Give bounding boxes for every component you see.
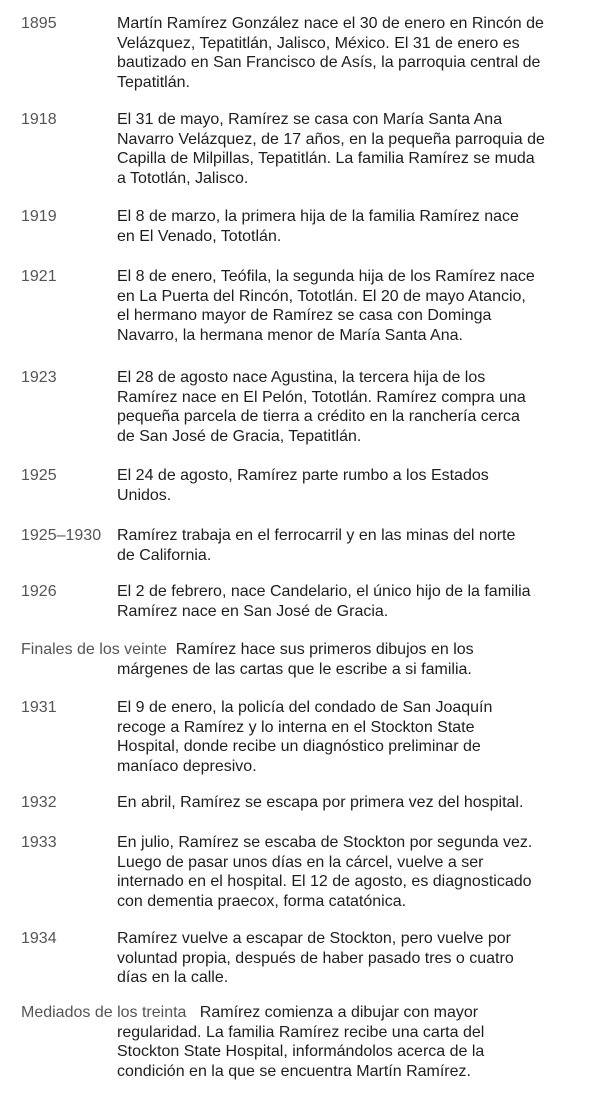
text-line: márgenes de las cartas que le escribe a si familia. xyxy=(117,660,472,678)
entry-year: 1925 xyxy=(21,467,57,484)
text-line: Stockton State Hospital, informándolos acerca de la xyxy=(117,1043,485,1060)
text-line: El 8 de marzo, la primera hija de la familia Ramírez nace xyxy=(117,208,519,225)
text-line: en El Venado, Tototlán. xyxy=(117,227,282,245)
entry-text xyxy=(117,833,597,911)
entry-text xyxy=(117,207,597,246)
entry-text xyxy=(117,110,597,188)
entry-text xyxy=(117,466,597,505)
entry-year: 1919 xyxy=(21,208,57,225)
text-line: de California. xyxy=(117,546,212,564)
text-line: regularidad. La familia Ramírez recibe una carta del xyxy=(117,1023,485,1041)
entry-text xyxy=(117,698,597,776)
text-line: Capilla de Milpillas, Tepatitlán. La familia Ramírez se muda xyxy=(117,150,535,167)
text-line: Navarro Velázquez, de 17 años, en la pequeña parroquia de xyxy=(117,130,545,148)
text-line: Martín Ramírez González nace el 30 de enero en Rincón de xyxy=(117,15,544,32)
entry-year: 1925–1930 xyxy=(21,527,102,544)
text-line: recoge a Ramírez y lo interna en el Stockton State xyxy=(117,718,475,736)
entry-year: 1932 xyxy=(21,794,57,811)
entry-text xyxy=(117,582,597,621)
entry-text xyxy=(117,793,597,813)
entry-year: 1921 xyxy=(21,268,57,285)
text-line: El 28 de agosto nace Agustina, la tercera hija de los xyxy=(117,369,486,386)
text-line: Tepatitlán. xyxy=(117,73,190,91)
text-line: El 9 de enero, la policía del condado de San Joaquín xyxy=(117,699,493,716)
text-line: El 24 de agosto, Ramírez parte rumbo a los Estados xyxy=(117,467,489,484)
text-line: voluntad propia, después de haber pasado tres o cuatro xyxy=(117,949,514,967)
entry-year: Mediados de los treinta xyxy=(21,1004,187,1021)
text-line: con dementia praecox, forma catatónica. xyxy=(117,892,407,910)
entry-year: 1923 xyxy=(21,369,57,386)
text-line: Luego de pasar unos días en la cárcel, vuelve a ser xyxy=(117,853,484,871)
text-line: Ramírez nace en San José de Gracia. xyxy=(117,602,389,620)
entry-year: 1931 xyxy=(21,699,57,716)
text-line: Velázquez, Tepatitlán, Jalisco, México. El 31 de enero es xyxy=(117,34,520,52)
entry-year: 1933 xyxy=(21,834,57,851)
entry-year: 1926 xyxy=(21,583,57,600)
text-line: Ramírez trabaja en el ferrocarril y en las minas del norte xyxy=(117,527,516,544)
entry-lead-line xyxy=(21,640,591,660)
text-line: Navarro, la hermana menor de María Santa Ana. xyxy=(117,326,463,344)
entry-lead-line xyxy=(21,1003,591,1023)
text-line: El 31 de mayo, Ramírez se casa con María Santa Ana xyxy=(117,111,503,128)
entry-text xyxy=(117,1023,597,1082)
text-line: de San José de Gracia, Tepatitlán. xyxy=(117,427,362,445)
text-line: Ramírez hace sus primeros dibujos en los xyxy=(175,641,474,658)
text-line: Ramírez nace en El Pelón, Tototlán. Ramírez compra una xyxy=(117,388,526,406)
text-line: el hermano mayor de Ramírez se casa con Dominga xyxy=(117,307,492,324)
entry-year: 1934 xyxy=(21,930,57,947)
entry-text xyxy=(117,267,597,345)
text-line: condición en la que se encuentra Martín Ramírez. xyxy=(117,1062,471,1080)
text-line: pequeña parcela de tierra a crédito en la ranchería cerca xyxy=(117,408,520,425)
entry-year: 1895 xyxy=(21,15,57,32)
text-line: Unidos. xyxy=(117,486,172,504)
text-line: bautizado en San Francisco de Asís, la parroquia central de xyxy=(117,54,541,71)
text-line: internado en el hospital. El 12 de agosto, es diagnosticado xyxy=(117,873,532,890)
text-line: Hospital, donde recibe un diagnóstico preliminar de xyxy=(117,738,481,755)
entry-text xyxy=(117,368,597,446)
text-line: En abril, Ramírez se escapa por primera vez del hospital. xyxy=(117,794,524,811)
text-line: Ramírez comienza a dibujar con mayor xyxy=(199,1004,479,1021)
text-line: Ramírez vuelve a escapar de Stockton, pero vuelve por xyxy=(117,930,511,947)
entry-text xyxy=(117,660,597,680)
text-line: maníaco depresivo. xyxy=(117,757,257,775)
text-line: a Tototlán, Jalisco. xyxy=(117,169,249,187)
text-line: En julio, Ramírez se escaba de Stockton por segunda vez. xyxy=(117,834,533,851)
text-line: en La Puerta del Rincón, Tototlán. El 20 de mayo Atancio, xyxy=(117,287,526,305)
entry-year: Finales de los veinte xyxy=(21,641,167,658)
entry-text xyxy=(117,526,597,565)
entry-year: 1918 xyxy=(21,111,57,128)
text-line: El 8 de enero, Teófila, la segunda hija de los Ramírez nace xyxy=(117,268,535,285)
entry-text xyxy=(117,14,597,92)
text-line: días en la calle. xyxy=(117,969,229,986)
text-line: El 2 de febrero, nace Candelario, el único hijo de la familia xyxy=(117,583,531,600)
entry-text xyxy=(117,929,597,988)
